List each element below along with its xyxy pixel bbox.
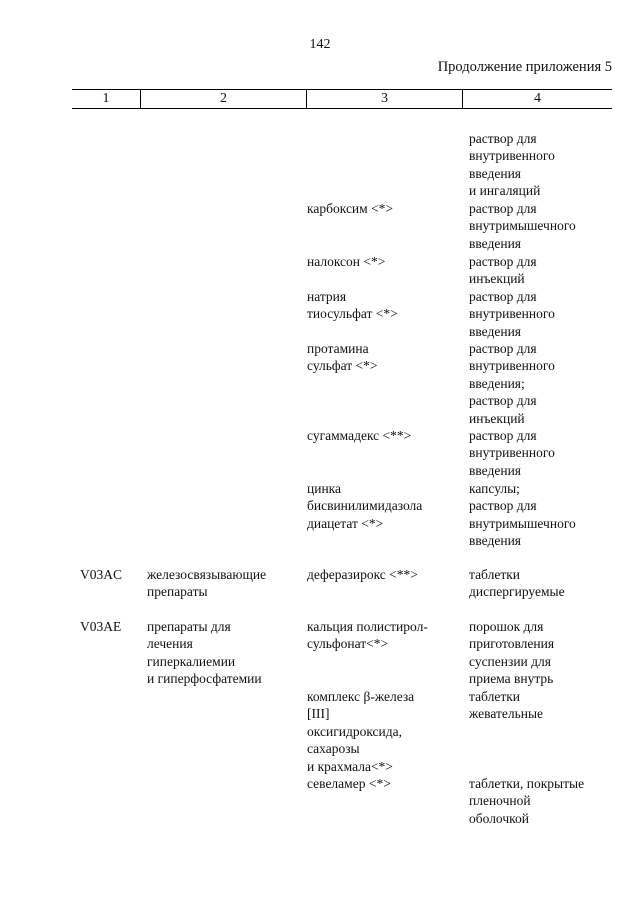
drug-name-cell: карбоксим <*> (307, 201, 394, 216)
continuation-title: Продолжение приложения 5 (437, 59, 612, 75)
dosage-form-cell: раствор для внутривенного введения (469, 428, 555, 478)
dosage-form-cell: раствор для внутривенного введения и ингаляций (469, 131, 555, 199)
header-col-2: 2 (220, 91, 227, 106)
header-col-3: 3 (381, 91, 388, 106)
dosage-form-cell: порошок для приготовления суспензии для приема внутрь (469, 619, 555, 687)
dosage-form-cell: таблетки, покрытые пленочной оболочкой (469, 776, 585, 826)
drug-name-cell: налоксон <*> (307, 254, 386, 269)
header-col-1: 1 (102, 91, 110, 106)
table-header (72, 89, 612, 109)
dosage-form-cell: раствор для внутривенного введения; раствор для инъекций (469, 341, 555, 426)
drug-name-cell: комплекс β-железа [III] оксигидроксида, сахарозы и крахмала<*> (307, 689, 415, 774)
drug-name-cell: сугаммадекс <**> (307, 428, 412, 443)
drug-name-cell: кальция полистирол- сульфонат<*> (307, 619, 428, 652)
dosage-form-cell: раствор для внутримышечного введения (469, 201, 576, 251)
dosage-form-cell: таблетки жевательные (469, 689, 544, 722)
dosage-form-cell: раствор для внутривенного введения (469, 289, 555, 339)
drug-name-cell: натрия тиосульфат <*> (307, 289, 398, 322)
dosage-form-cell: капсулы; раствор для внутримышечного введения (469, 481, 576, 549)
dosage-form-cell: таблетки диспергируемые (469, 567, 565, 600)
drug-name-cell: цинка бисвинилимидазола диацетат <*> (307, 481, 423, 531)
atc-code-cell: V03AC (80, 567, 123, 582)
dosage-form-cell: раствор для инъекций (469, 254, 537, 287)
drug-name-cell: севеламер <*> (307, 776, 391, 791)
page-number: 142 (309, 37, 331, 52)
atc-code-cell: V03AE (80, 619, 122, 634)
group-name-cell: железосвязывающие препараты (147, 567, 267, 600)
header-col-4: 4 (534, 91, 541, 106)
drug-name-cell: протамина сульфат <*> (307, 341, 378, 374)
drug-name-cell: деферазирокс <**> (307, 567, 418, 582)
group-name-cell: препараты для лечения гиперкалиемии и гиперфосфатемии (147, 619, 262, 687)
